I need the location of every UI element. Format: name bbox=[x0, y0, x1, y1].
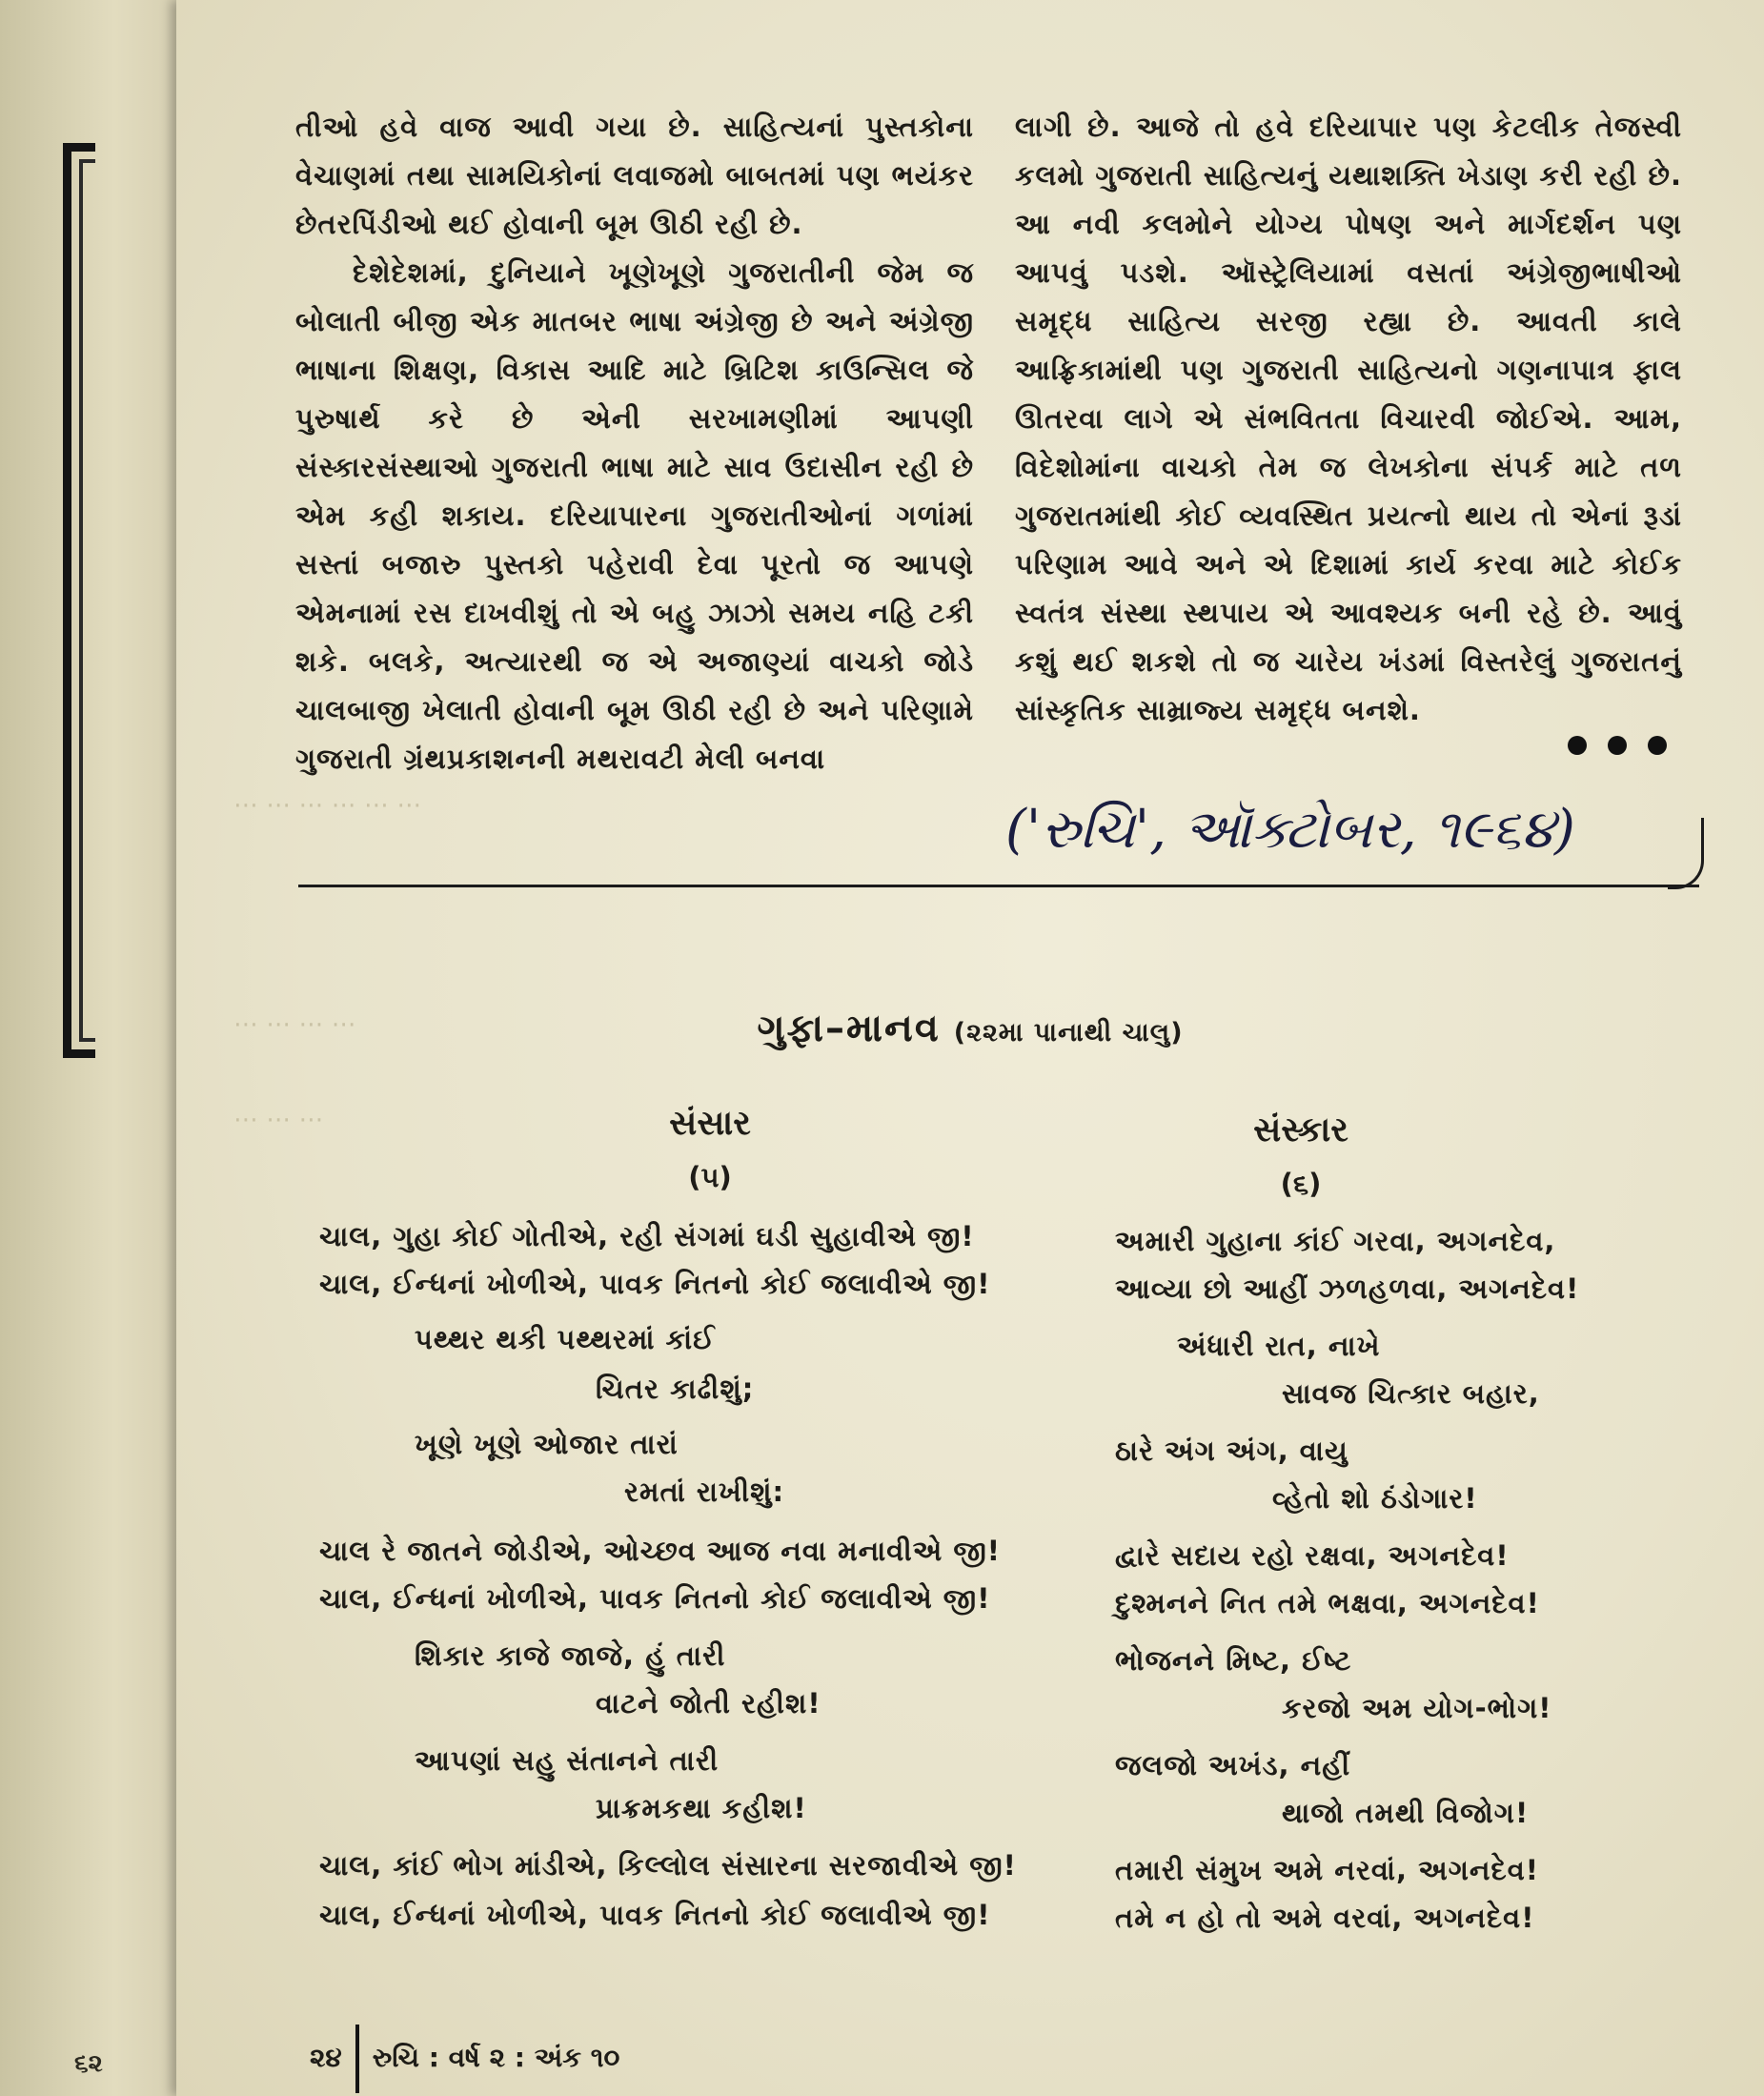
poem-line: ચાલ, કાંઈ ભોગ માંડીએ, કિલ્લોલ સંસારના સરજાવીએ જી! bbox=[319, 1849, 1017, 1882]
poem-line: રમતાં રાખીશું: bbox=[624, 1475, 785, 1508]
section-title bbox=[176, 1007, 1764, 1050]
article-paragraph: તીઓ હવે વાજ આવી ગયા છે. સાહિત્યનાં પુસ્તકોના વેચાણમાં તથા સામયિકોનાં લવાજમો બાબતમાં પણ ભયંકર છેતરપિંડીઓ થઈ હોવાની બૂમ ઊઠી રહી છે. bbox=[295, 111, 974, 240]
poem-line: કરજો અમ યોગ-ભોગ! bbox=[1282, 1692, 1552, 1724]
handwritten-underline-hook bbox=[1668, 818, 1704, 889]
article-paragraph: દેશેદેશમાં, દુનિયાને ખૂણેખૂણે ગુજરાતીની જેમ જ બોલાતી બીજી એક માતબર ભાષા અંગ્રેજી છે અને અંગ્રેજી ભાષાના શિક્ષણ, વિકાસ આદિ માટે બ્રિટિશ કાઉન્સિલ જે પુરુષાર્થ કરે છે એની સરખામણીમાં આપણી સંસ્કારસંસ્થાઓ ગુજરાતી ભાષા માટે સાવ ઉદાસીન રહી છે એમ કહી શકાય. દરિયાપારના ગુજરાતીઓનાં ગળાંમાં સસ્તાં બજારુ પુસ્તકો પહેરાવી દેવા પૂરતો જ આપણે એમનામાં રસ દાખવીશું તો એ બહુ ઝાઝો સમય નહિ ટકી શકે. બલકે, અત્યારથી જ એ અજાણ્યાં વાચકો જોડે ચાલબાજી ખેલાતી હોવાની બૂમ ઊઠી રહી છે અને પરિણામે ગુજરાતી ગ્રંથપ્રકાશનની મથરાવટી મેલી બનવા bbox=[295, 256, 974, 775]
footer-divider bbox=[355, 2025, 359, 2093]
poem-line: ચાલ, ગુહા કોઈ ગોતીએ, રહી સંગમાં ઘડી સુહાવીએ જી! bbox=[319, 1220, 975, 1252]
poem-heading-sansar: સંસાર bbox=[669, 1104, 751, 1143]
footer-issue: રુચિ : વર્ષ ૨ : અંક ૧૦ bbox=[372, 2042, 620, 2073]
poem-line: ચાલ, ઈન્ધનાં ખોળીએ, પાવક નિતનો કોઈ જલાવીએ જી! bbox=[319, 1582, 991, 1615]
article-paragraph: લાગી છે. આજે તો હવે દરિયાપાર પણ કેટલીક તેજસ્વી કલમો ગુજરાતી સાહિત્યનું યથાશક્તિ ખેડાણ કરી રહી છે. આ નવી કલમોને યોગ્ય પોષણ અને માર્ગદર્શન પણ આપવું પડશે. ઑસ્ટ્રેલિયામાં વસતાં અંગ્રેજીભાષીઓ સમૃદ્ધ સાહિત્ય સરજી રહ્યા છે. આવતી કાલે આફ્રિકામાંથી પણ ગુજરાતી સાહિત્યનો ગણનાપાત્ર ફાલ ઊતરવા લાગે એ સંભવિતતા વિચારવી જોઈએ. આમ, વિદેશોમાંના વાચકો તેમ જ લેખકોના સંપર્ક માટે તળ ગુજરાતમાંથી કોઈ વ્યવસ્થિત પ્રયત્નો થાય તો એનાં રૂડાં પરિણામ આવે અને એ દિશામાં કાર્ય કરવા માટે કોઈક સ્વતંત્ર સંસ્થા સ્થપાય એ આવશ્યક બની રહે છે. આવું કશું થઈ શકશે તો જ ચારેય ખંડમાં વિસ્તરેલું ગુજરાતનું સાંસ્કૃતિક સામ્રાજ્ય સમૃદ્ધ બનશે. bbox=[1015, 111, 1682, 726]
poem-line: પ્રાક્રમકથા કહીશ! bbox=[596, 1792, 807, 1824]
section-title-text: ગુફા–માનવ bbox=[757, 1007, 941, 1050]
bleed-through-text: ⋯ ⋯ ⋯ ⋯ ⋯ ⋯ bbox=[233, 791, 422, 820]
poem-line: અંધારી રાત, નાખે bbox=[1177, 1330, 1381, 1362]
poem-line: સાવજ ચિત્કાર બહાર, bbox=[1282, 1377, 1540, 1410]
footer-page-number: ૨૪ bbox=[310, 2042, 342, 2073]
back-page-edge bbox=[0, 0, 191, 2096]
poem-line: પથ્થર થકી પથ્થરમાં કાંઈ bbox=[415, 1323, 716, 1355]
poem-line: તમારી સંમુખ અમે નરવાં, અગનદેવ! bbox=[1115, 1854, 1540, 1886]
poem-line: જલજો અખંડ, નહીં bbox=[1115, 1749, 1351, 1781]
magazine-page bbox=[176, 0, 1764, 2096]
poem-line: અમારી ગુહાના કાંઈ ગરવા, અગનદેવ, bbox=[1115, 1225, 1556, 1257]
poem-line: શિકાર કાજે જાજે, હું તારી bbox=[415, 1639, 726, 1672]
dot-icon bbox=[1648, 736, 1667, 755]
end-of-article-dots bbox=[1568, 736, 1667, 755]
article-right-column bbox=[1015, 103, 1682, 735]
poem-number: (૬) bbox=[1280, 1168, 1322, 1200]
poem-line: ઠારે અંગ અંગ, વાયુ bbox=[1115, 1435, 1348, 1467]
page-footer bbox=[310, 2025, 619, 2093]
poem-line: દ્વારે સદાય રહો રક્ષવા, અગનદેવ! bbox=[1115, 1539, 1510, 1572]
article-left-column bbox=[295, 103, 974, 783]
dot-icon bbox=[1608, 736, 1627, 755]
poem-line: ચાલ, ઈન્ધનાં ખોળીએ, પાવક નિતનો કોઈ જલાવીએ જી! bbox=[319, 1268, 991, 1300]
poem-line: દુશ્મનને નિત તમે ભક્ષવા, અગનદેવ! bbox=[1115, 1587, 1540, 1619]
handwritten-citation: ('રુચિ', ઑક્ટોબર, ૧૯૬૪) bbox=[1005, 799, 1575, 861]
poem-line: ભોજનને મિષ્ટ, ઈષ્ટ bbox=[1115, 1644, 1352, 1677]
poem-line: ચાલ, ઈન્ધનાં ખોળીએ, પાવક નિતનો કોઈ જલાવીએ જી! bbox=[319, 1899, 991, 1931]
section-continued-note: (૨૨મા પાનાથી ચાલુ) bbox=[953, 1018, 1184, 1048]
poem-line: આપણાં સહુ સંતાનને તારી bbox=[415, 1744, 720, 1777]
poem-line: થાજો તમથી વિજોગ! bbox=[1282, 1797, 1530, 1829]
back-page-number: ૬૨ bbox=[74, 2049, 103, 2078]
poem-line: આવ્યા છો આહીં ઝળહળવા, અગનદેવ! bbox=[1115, 1272, 1580, 1305]
poem-line: ખૂણે ખૂણે ઓજાર તારાં bbox=[415, 1428, 679, 1460]
poem-number: (૫) bbox=[688, 1161, 732, 1193]
poem-line: વાટને જોતી રહીશ! bbox=[596, 1687, 821, 1720]
dot-icon bbox=[1568, 736, 1587, 755]
bleed-through-text: ⋯ ⋯ ⋯ bbox=[233, 1106, 324, 1134]
poem-line: વ્હેતો શો ઠંડોગાર! bbox=[1272, 1482, 1478, 1515]
poem-line: ચાલ રે જાતને જોડીએ, ઓચ્છવ આજ નવા મનાવીએ જી! bbox=[319, 1535, 1001, 1567]
bleed-through-text: ⋯ ⋯ ⋯ ⋯ bbox=[233, 1010, 356, 1039]
poem-line: તમે ન હો તો અમે વરવાં, અગનદેવ! bbox=[1115, 1902, 1535, 1934]
poem-line: ચિતર કાઢીશું; bbox=[596, 1373, 755, 1405]
back-page-frame bbox=[63, 143, 95, 1058]
section-divider bbox=[298, 885, 1699, 887]
poem-heading-sanskar: સંસ્કાર bbox=[1253, 1110, 1348, 1150]
